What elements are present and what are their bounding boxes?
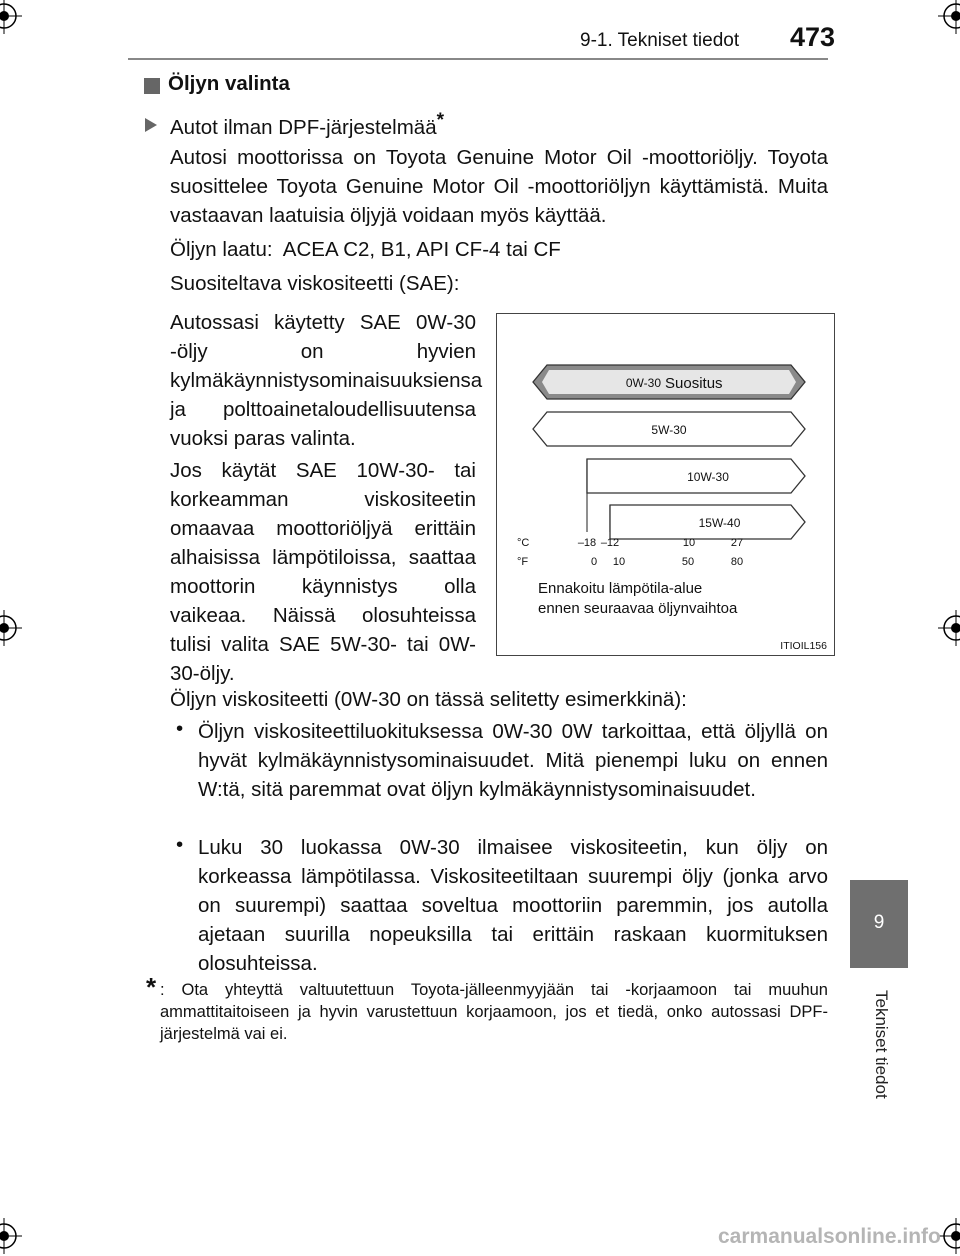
intro-paragraph: Autosi moottorissa on Toyota Genuine Motor Oil -moottoriöljy. Toyota suosittelee Toyota Genuine Motor Oil -moottoriöljyn käyttämistä. Muita vastaavan laatuisia öljyjä voidaan myös käyttää. [170, 146, 828, 227]
tick-label-celsius: –18 [577, 537, 597, 549]
figure-id: ITIOIL156 [780, 640, 827, 652]
square-bullet-icon [144, 78, 160, 94]
viscosity-chart [496, 313, 835, 656]
chapter-number: 9 [873, 912, 885, 933]
bullet-text-1: Öljyn viskositeettiluokituksessa 0W-30 0W tarkoittaa, että öljyllä on hyvät kylmäkäynnistysominaisuudet. Mitä pienempi luku on ennen W:tä, sitä paremmat ovat öljyn kylmäkäynnistysominaisuudet. [198, 720, 828, 801]
footer-watermark: carmanualsonline.info [718, 1225, 941, 1248]
viscosity-label: Suositeltava viskositeetti (SAE): [170, 272, 460, 295]
triangle-bullet-icon [144, 117, 158, 133]
registration-mark-icon [938, 610, 960, 646]
oil-quality: Öljyn laatu: ACEA C2, B1, API CF-4 tai CF [170, 238, 561, 261]
chapter-label: Tekniset tiedot [872, 990, 891, 1099]
bullet-dot: • [176, 833, 184, 856]
range-bar-label: 15W-40 [698, 516, 741, 530]
chapter-tab [850, 880, 908, 968]
chart-caption-line-2: ennen seuraavaa öljynvaihtoa [538, 600, 738, 617]
tick-label-celsius: 10 [682, 537, 696, 549]
range-bar-label: 5W-30 [651, 423, 687, 437]
registration-mark-icon [938, 0, 960, 34]
tick-label-fahrenheit: 80 [730, 556, 744, 568]
chart-caption-line-1: Ennakoitu lämpötila-alue [538, 580, 703, 597]
tick-label-fahrenheit: 0 [590, 556, 598, 568]
bullet-dot: • [176, 717, 184, 740]
viscosity-chart-svg [497, 314, 834, 655]
axis-unit-celsius: °C [517, 537, 530, 549]
range-bar-label: 0W-30 [625, 376, 661, 390]
registration-mark-icon [0, 610, 22, 646]
left-paragraph-1: Autossasi käytetty SAE 0W-30 -öljy on hyvien kylmäkäynnistysominaisuuksiensa ja polttoainetaloudellisuutensa vuoksi paras valinta. [170, 311, 483, 450]
range-bar-recommend-label: Suositus [665, 375, 723, 392]
registration-mark-icon [0, 1218, 22, 1254]
tick-label-celsius: 27 [730, 537, 744, 549]
registration-mark-icon [938, 1218, 960, 1254]
subheading-text: Autot ilman DPF-järjestelmää [170, 115, 437, 139]
registration-mark-icon [0, 0, 22, 34]
range-bar-label: 10W-30 [687, 470, 729, 484]
asterisk-mark: * [436, 110, 444, 131]
tick-label-fahrenheit: 50 [681, 556, 695, 568]
tick-label-celsius: –12 [600, 537, 620, 549]
tick-label-fahrenheit: 10 [612, 556, 626, 568]
subheading [170, 110, 444, 140]
section-heading: Öljyn valinta [168, 72, 290, 95]
left-paragraph-2: Jos käytät SAE 10W-30- tai korkeamman viskositeetin omaavaa moottoriöljyä erittäin alhaisissa lämpötiloissa, saattaa moottorin käynnistys olla vaikeaa. Näissä olosuhteissa tulisi valita SAE 5W-30- tai 0W-30-öljy. [170, 459, 476, 685]
viscosity-explain: Öljyn viskositeetti (0W-30 on tässä selitetty esimerkkinä): [170, 688, 687, 711]
bullet-text-2: Luku 30 luokassa 0W-30 ilmaisee viskositeetin, kun öljy on korkeassa lämpötilassa. Viskositeetiltaan suurempi öljy (jonka arvo on suurempi) saattaa soveltua moottoriin paremmin, jos autolla ajetaan suurilla nopeuksilla tai erittäin raskaan kuormituksen olosuhteissa. [198, 836, 828, 975]
footnote-mark: * [146, 972, 157, 1002]
axis-unit-fahrenheit: °F [517, 556, 529, 568]
running-header-section: 9-1. Tekniset tiedot [580, 30, 740, 51]
header-divider [128, 58, 828, 60]
footnote-text: : Ota yhteyttä valtuutettuun Toyota-jälleenmyyjään tai -korjaamoon tai muuhun ammattitaitoiseen ja hyvin varustettuun korjaamoon, jos et tiedä, onko autossasi DPF-järjestelmä vai ei. [160, 981, 828, 1043]
page-number: 473 [790, 22, 836, 52]
